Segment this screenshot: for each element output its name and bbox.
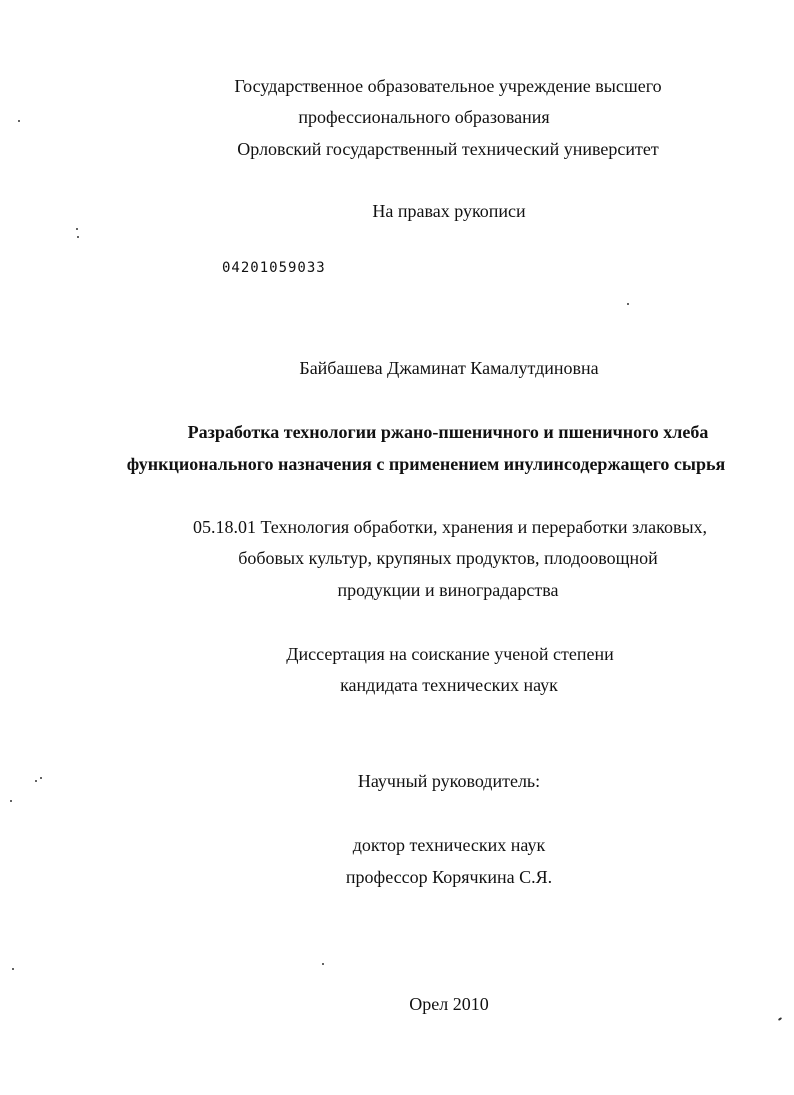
scan-speck <box>18 120 20 122</box>
scan-speck <box>77 236 79 238</box>
degree-line-1: Диссертация на соискание ученой степени <box>286 644 614 664</box>
supervisor-label: Научный руководитель: <box>357 771 541 791</box>
specialty-line-2: бобовых культур, крупяных продуктов, плодоовощной <box>238 548 658 568</box>
catalog-number: 04201059033 <box>222 260 326 276</box>
degree-line-2: кандидата технических наук <box>340 675 558 695</box>
scan-speck <box>12 968 14 970</box>
scan-speck <box>76 228 78 230</box>
specialty-line-3: продукции и виноградарства <box>337 580 559 600</box>
rights-notice: На правах рукописи <box>372 201 526 221</box>
specialty-line-1: 05.18.01 Технология обработки, хранения и переработки злаковых, <box>192 517 708 537</box>
city-year: Орел 2010 <box>409 994 489 1014</box>
scan-speck <box>322 963 324 965</box>
supervisor-name: профессор Корячкина С.Я. <box>345 867 553 887</box>
scan-speck <box>10 800 12 802</box>
title-line-1: Разработка технологии ржано-пшеничного и пшеничного хлеба <box>187 422 709 442</box>
scan-speck <box>627 303 629 305</box>
university-name: Орловский государственный технический университет <box>237 139 659 159</box>
author-name: Байбашева Джаминат Камалутдиновна <box>299 358 599 378</box>
title-line-2: функционального назначения с применением инулинсодержащего сырья <box>126 454 726 474</box>
institution-line-2: профессионального образования <box>298 107 550 127</box>
scan-speck <box>40 777 42 779</box>
scan-speck <box>778 1017 782 1021</box>
institution-line-1: Государственное образовательное учреждение высшего <box>234 76 662 96</box>
supervisor-degree: доктор технических наук <box>352 835 546 855</box>
scan-speck <box>35 780 37 782</box>
